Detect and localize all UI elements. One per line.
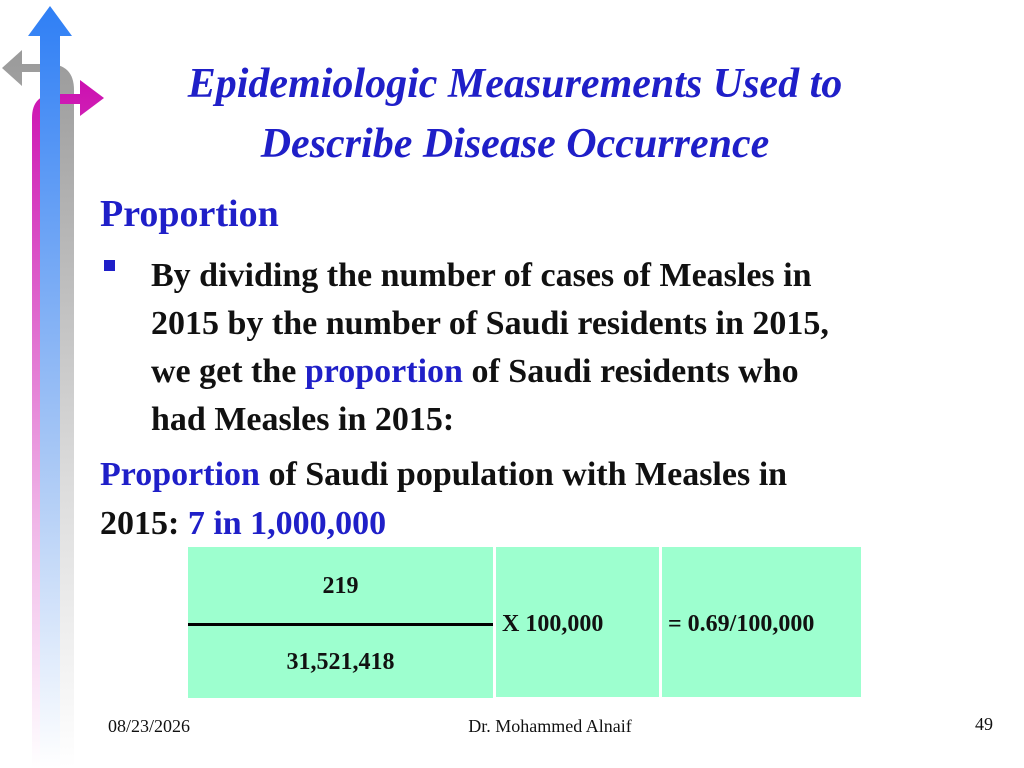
bullet-line-3 (151, 348, 971, 396)
statement-line-1-rest: of Saudi population with Measles in (259, 456, 788, 493)
bullet-line-4: had Measles in 2015: (151, 401, 455, 438)
bullet-line-1: By dividing the number of cases of Measles in (151, 257, 812, 294)
page-number: 49 (975, 714, 993, 734)
footer-date: 08/23/2026 (108, 716, 191, 736)
bullet-text (151, 252, 971, 444)
bullet-highlight: proportion (304, 353, 463, 390)
numerator: 219 (322, 573, 359, 599)
fraction-bar (188, 623, 493, 626)
multiplier: X 100,000 (502, 611, 604, 637)
footer-author: Dr. Mohammed Alnaif (468, 716, 632, 736)
bullet-line-3-post: of Saudi residents who (462, 353, 799, 390)
denominator: 31,521,418 (286, 649, 395, 675)
section-heading: Proportion (100, 193, 279, 235)
fraction-cell (188, 547, 493, 698)
statement-line-2-pre: 2015: (100, 505, 188, 542)
decorative-arrows (0, 0, 110, 768)
title-line-2: Describe Disease Occurrence (260, 121, 770, 167)
statement-line-1 (100, 450, 960, 499)
result: = 0.69/100,000 (668, 611, 815, 637)
statement-line-2 (100, 499, 960, 548)
proportion-statement (100, 450, 960, 548)
bullet-line-3-pre: we get the (151, 353, 305, 390)
statement-highlight: Proportion (100, 456, 260, 493)
statement-value: 7 in 1,000,000 (187, 505, 387, 542)
bullet-line-2: 2015 by the number of Saudi residents in 2015, (151, 305, 829, 342)
bullet-square-icon (104, 260, 115, 271)
result-cell (662, 547, 861, 697)
multiplier-cell (496, 547, 659, 697)
title-line-1: Epidemiologic Measurements Used to (187, 61, 843, 107)
slide-title (110, 54, 920, 174)
